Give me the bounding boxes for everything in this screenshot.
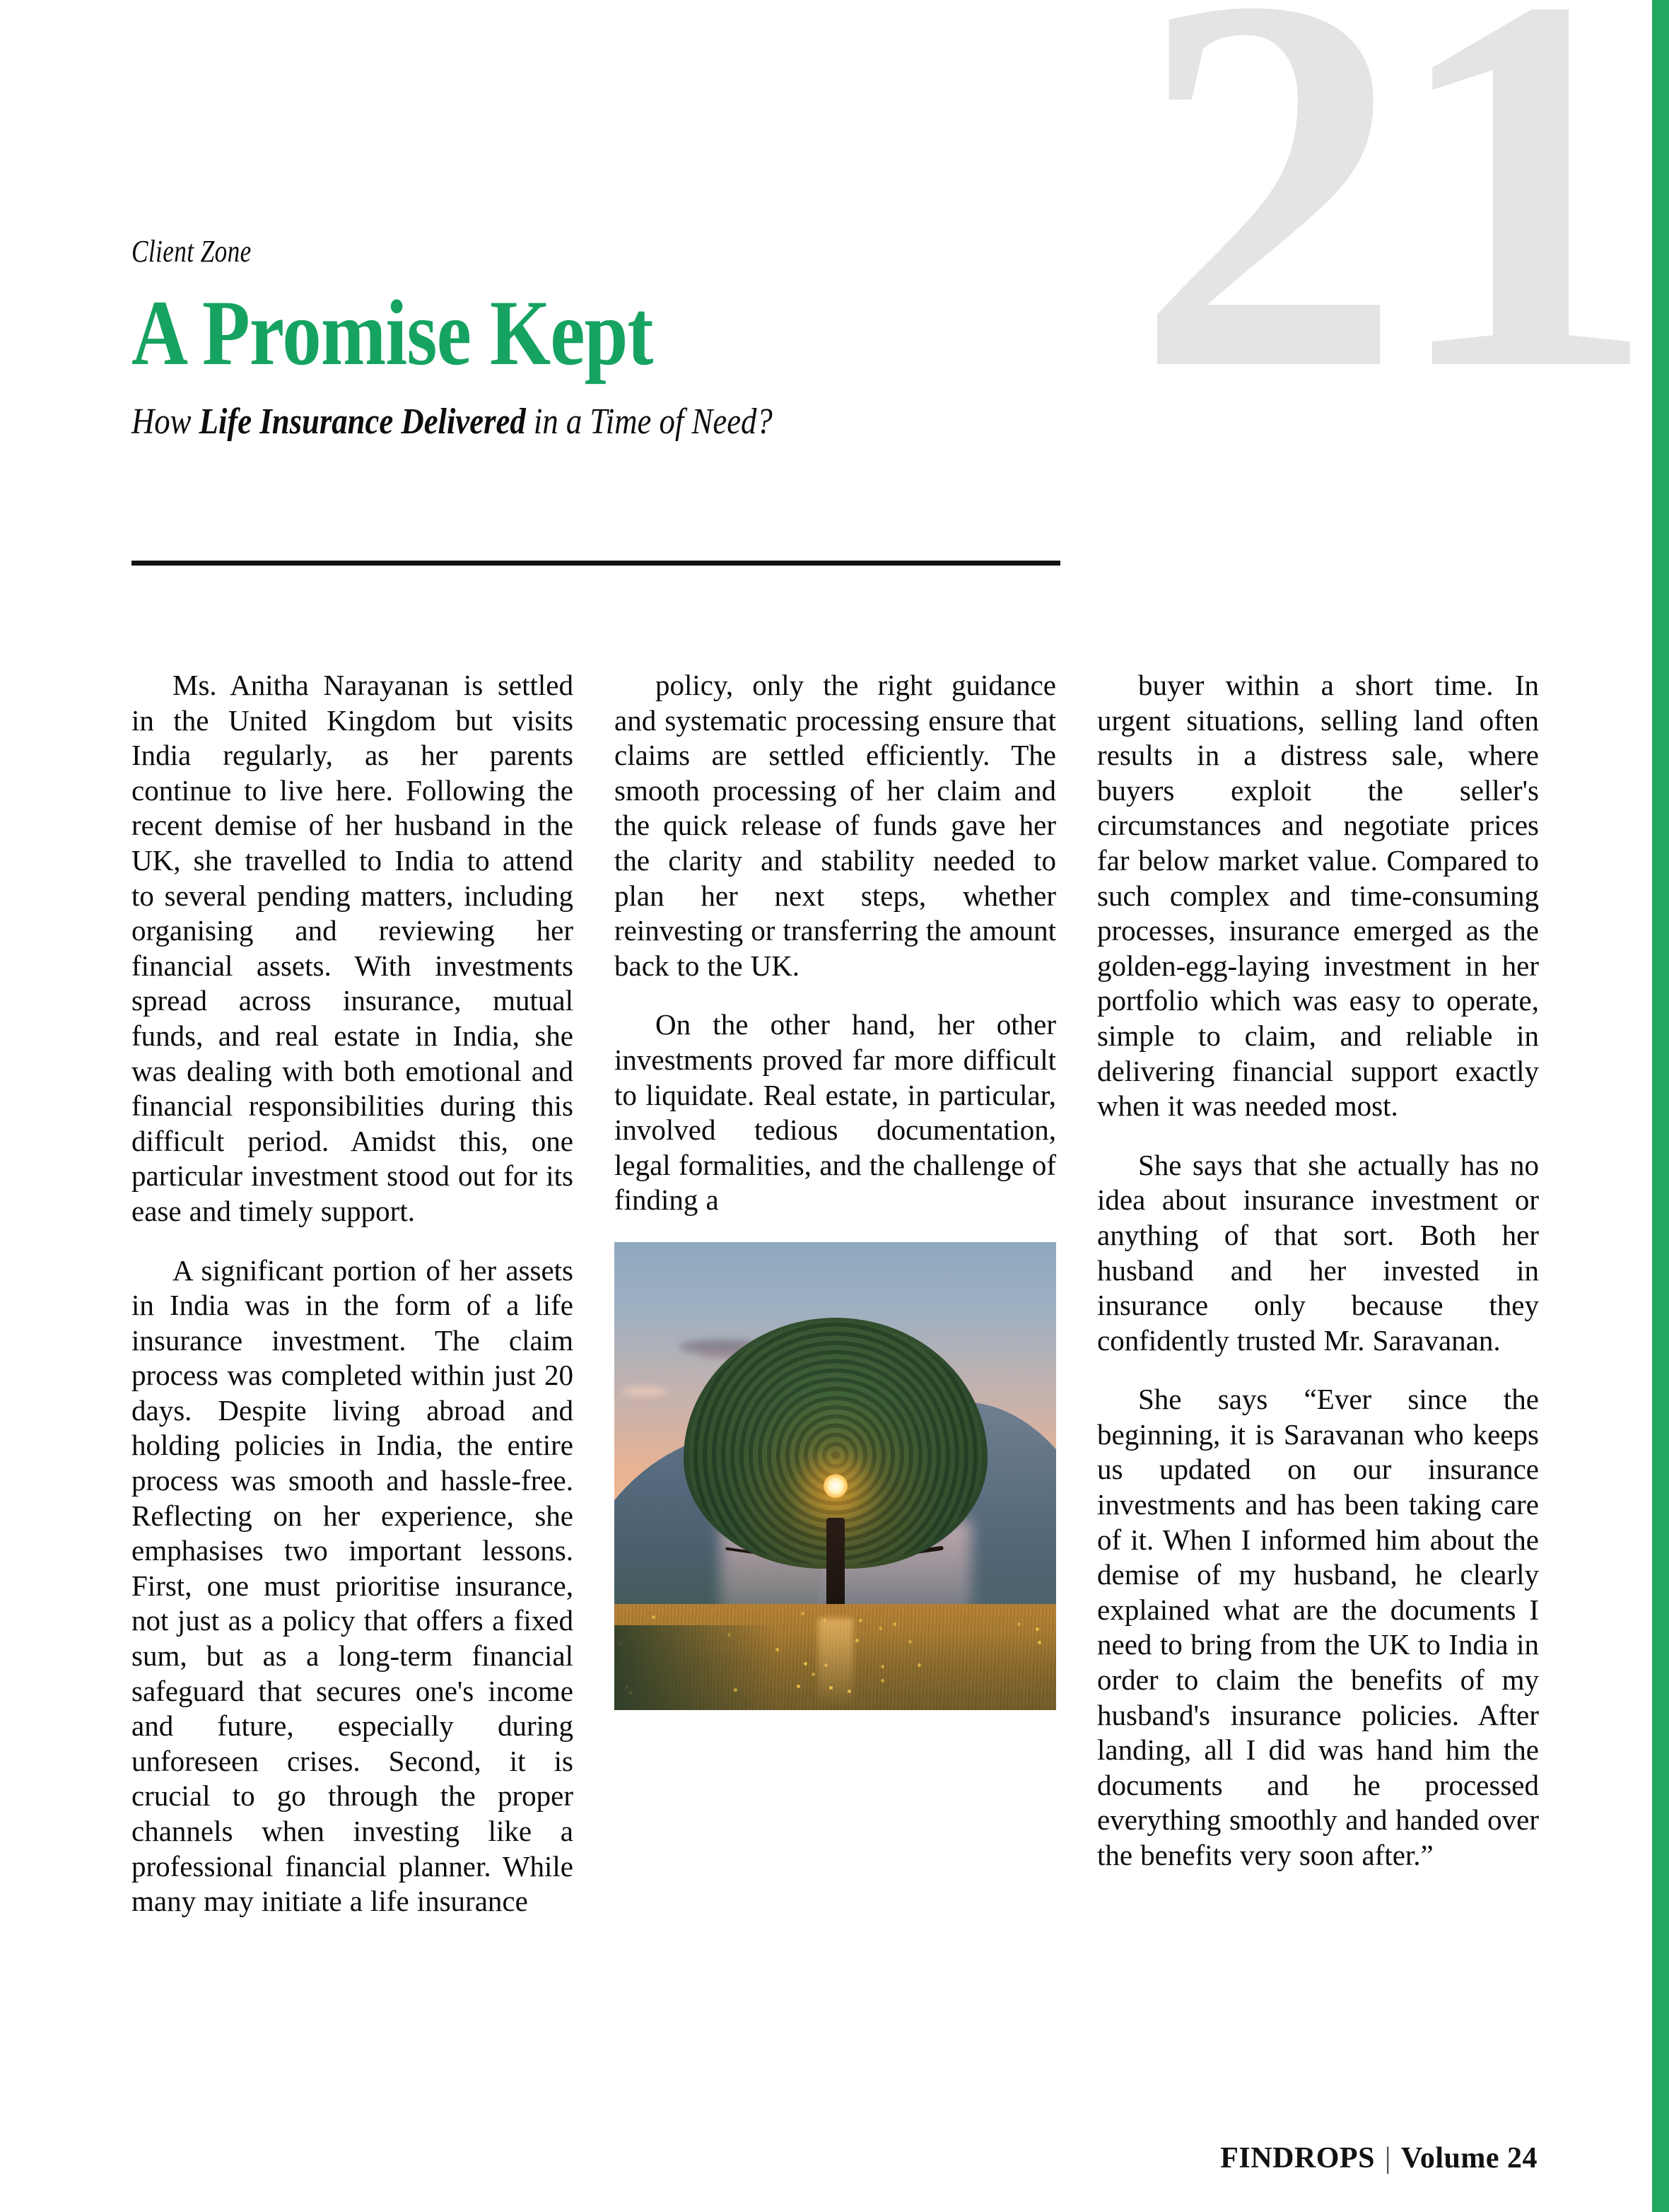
sun-icon [824, 1474, 848, 1498]
article-column-2 [614, 668, 1056, 1919]
page-title: A Promise Kept [131, 281, 653, 385]
light-path [818, 1618, 853, 1710]
brand-name: FINDROPS [1220, 2142, 1375, 2175]
article-column-1 [131, 668, 573, 1919]
volume-label: Volume 24 [1400, 2142, 1538, 2175]
article-body-columns [131, 668, 1538, 1919]
paragraph: On the other hand, her other investments proved far more difficult to liquidate. Real estate, in particular, involved tedious documentation, legal formalities, and the challenge of finding a [614, 1008, 1056, 1217]
page-number-watermark: 21 [1135, 0, 1644, 481]
field-shadow [614, 1625, 777, 1710]
article-subhead [131, 401, 934, 443]
wildflower-fleck [812, 1673, 815, 1676]
right-edge-accent-bar [1652, 0, 1669, 2212]
cloud-shape [621, 1387, 668, 1395]
subhead-tail: in a Time of Need? [525, 402, 773, 442]
subhead-emphasis: Life Insurance Delivered [199, 402, 526, 442]
wildflower-fleck [881, 1679, 884, 1683]
paragraph: She says “Ever since the beginning, it is Saravanan who keeps us updated on our insurance investments and has been taking care of it. When I informed him about the demise of my husband, he clearly explained what are the documents I need to bring from the UK to India in order to claim the benefits of my husband's insurance policies. After landing, all I did was hand him the documents and he processed everything smoothly and handed over the benefits very soon after.” [1097, 1383, 1539, 1871]
section-kicker: Client Zone [131, 234, 252, 269]
wildflower-fleck [797, 1685, 800, 1688]
header-divider-rule [131, 561, 1060, 566]
page-footer [1220, 2141, 1538, 2175]
paragraph: A significant portion of her assets in India was in the form of a life insurance investment. The claim process was completed within just 20 days. Despite living abroad and holding policies in India, the entire process was smooth and hassle-free. Reflecting on her experience, she emphasises two important lessons. First, one must prioritise insurance, not just as a policy that offers a fixed sum, but as a long-term financial safeguard that secures one's income and future, especially during unforeseen crises. Second, it is crucial to go through the proper channels when investing like a professional financial planner. While many may initiate a life insurance [131, 1253, 573, 1918]
wildflower-fleck [918, 1663, 921, 1667]
wildflower-fleck [893, 1622, 896, 1626]
subhead-lead: How [131, 402, 199, 442]
wildflower-fleck [908, 1640, 912, 1644]
article-photo [614, 1242, 1056, 1710]
paragraph: policy, only the right guidance and systematic processing ensure that claims are settled efficiently. The smooth processing of her claim and the quick release of funds gave her the clarity and stability needed to plan her next steps, whether reinvesting or transferring the amount back to the UK. [614, 669, 1056, 982]
wildflower-fleck [804, 1662, 807, 1666]
paragraph: buyer within a short time. In urgent situations, selling land often results in a distress sale, where buyers exploit the seller's circumstances and negotiate prices far below market value. Compared to such complex and time-consuming processes, insurance emerged as the golden-egg-laying investment in her portfolio which was easy to operate, simple to claim, and reliable in delivering financial support exactly when it was needed most. [1097, 669, 1539, 1123]
wildflower-fleck [879, 1627, 882, 1630]
paragraph: She says that she actually has no idea about insurance investment or anything of that sort. Both her husband and her invested in insurance only because they confidently trusted Mr. Saravanan. [1097, 1148, 1539, 1357]
wildflower-fleck [1038, 1641, 1041, 1644]
paragraph: Ms. Anitha Narayanan is settled in the United Kingdom but visits India regularly, as her parents continue to live here. Following the recent demise of her husband in the UK, she travelled to India to attend to several pending matters, including organising and reviewing her financial assets. With investments spread across insurance, mutual funds, and real estate in India, she was dealing with both emotional and financial responsibilities during this difficult period. Amidst this, one particular investment stood out for its ease and timely support. [131, 669, 573, 1227]
wildflower-fleck [859, 1619, 862, 1622]
wildflower-fleck [652, 1615, 655, 1619]
article-header [131, 233, 1065, 443]
article-column-3 [1097, 668, 1539, 1919]
wildflower-fleck [881, 1665, 884, 1668]
wildflower-fleck [1036, 1627, 1039, 1631]
wildflower-fleck [801, 1612, 804, 1615]
footer-separator: | [1384, 2142, 1391, 2175]
wildflower-fleck [1017, 1622, 1021, 1626]
wildflower-fleck [855, 1639, 859, 1642]
